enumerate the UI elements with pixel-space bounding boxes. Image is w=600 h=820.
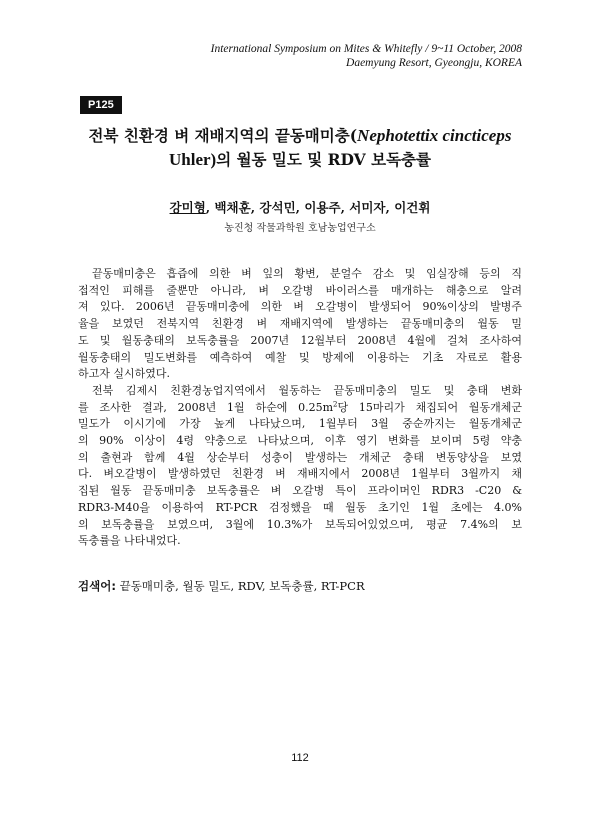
body-line: 집된 월동 끝동매미충 보독충률은 벼 오갈병 특이 프라이머인 RDR3 -C20 & [78,484,522,498]
conference-header [211,42,522,70]
body-line: 져 있다. 2006년 끝동매미충에 의한 벼 오갈병이 발생되어 90%이상의 발병주 [78,300,522,314]
body-line-part: 당 15마리가 채집되어 월동개체군 [337,400,522,414]
body-line: 의 출현과 함께 4월 상순부터 성충이 발생하는 개체군 충태 변동양상을 보였 [78,450,522,464]
first-author: 강미형 [169,200,206,215]
body-line: 접적인 피해를 줄뿐만 아니라, 벼 오갈병 바이러스를 매개하는 해충으로 알려 [78,283,522,297]
body-line: RDR3-M40을 이용하여 RT-PCR 검정했을 때 월동 초기인 1월 초에는 4.0% [78,500,522,514]
body-line-part: 를 조사한 결과, 2008년 1월 하순에 0.25m [78,400,334,414]
title-line2-rest: 의 월동 밀도 및 RDV 보독충률 [216,150,431,169]
paper-title [60,124,540,172]
keywords-label: 검색어: [78,579,116,593]
paragraph-1 [78,266,522,383]
body-line [78,400,522,417]
co-authors: , 백채훈, 강석민, 이용주, 서미자, 이건휘 [205,200,431,215]
keywords-text: 끝동매미충, 월동 밀도, RDV, 보독충률, RT-PCR [119,579,365,593]
conference-header-line1: International Symposium on Mites & Whitefly / 9~11 October, 2008 [210,43,522,55]
body-line: 도 및 월동충태의 보독충률을 2007년 12월부터 2008년 4월에 걸쳐 조사하여 [78,333,522,347]
body-line: 의 90% 이상이 4령 약충으로 나타났으며, 이후 영기 변화를 보이며 5령 약충 [78,434,522,448]
body-line: 다. 벼오갈병이 발생하였던 친환경 벼 재배지에서 2008년 1월부터 3월까지 채 [78,467,522,481]
body-line: 전북 김제시 친환경농업지역에서 월동하는 끝동매미충의 밀도 및 충태 변화 [92,383,522,397]
keywords [78,578,522,594]
body-line: 월동충태의 밀도변화를 예측하여 예찰 및 방제에 이용하는 기초 자료로 활용 [78,350,522,364]
abstract-body [78,266,522,550]
conference-header-line2: Daemyung Resort, Gyeongju, KOREA [346,57,522,69]
author-list [60,200,540,216]
page-number: 112 [291,752,309,764]
affiliation: 농진청 작물과학원 호남농업연구소 [224,223,376,234]
body-line: 의 보독충률을 보였으며, 3월에 10.3%가 보독되어있었으며, 평균 7.4%의 보 [78,517,522,531]
title-korean-part: 전북 친환경 벼 재배지역의 끝동매미충( [88,126,358,145]
body-line: 독충률을 나타내었다. [78,534,181,548]
body-line: 밀도가 이시기에 가장 높게 나타났으며, 1월부터 3월 중순까지는 월동개체군 [78,417,522,431]
title-species-name: Nephotettix cincticeps [357,126,512,145]
superscript: 2 [333,399,338,408]
paragraph-2 [78,383,522,550]
poster-badge: P125 [80,96,122,114]
body-line: 율을 보였던 전북지역 친환경 벼 재배지역에 발생하는 끝동매미충의 월동 밀 [78,317,522,331]
body-line: 하고자 실시하였다. [78,367,171,381]
body-line: 끝동매미충은 흡즙에 의한 벼 잎의 황변, 분얼수 감소 및 임실장해 등의 직 [92,267,522,280]
title-species-author: Uhler) [168,150,217,169]
